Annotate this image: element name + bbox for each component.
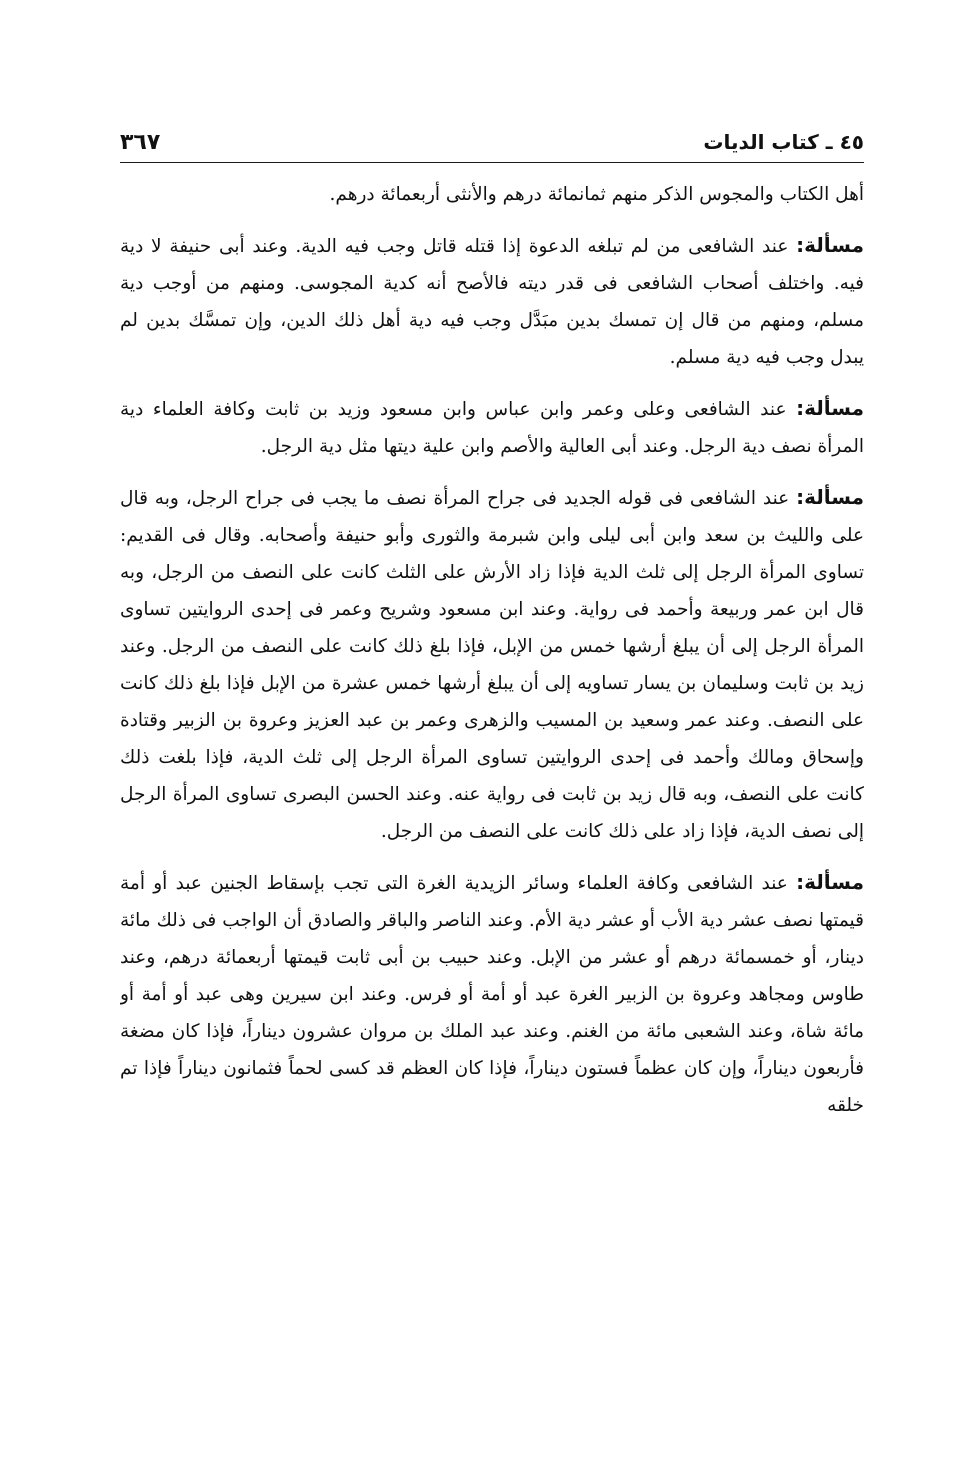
paragraph <box>120 479 864 850</box>
paragraph <box>120 227 864 376</box>
page-header <box>120 122 864 163</box>
issue-heading: مسألة: <box>796 485 864 509</box>
paragraph <box>120 390 864 465</box>
paragraph-text: أهل الكتاب والمجوس الذكر منهم ثمانمائة درهم والأنثى أربعمائة درهم. <box>329 184 864 205</box>
issue-heading: مسألة: <box>796 233 864 257</box>
paragraph-text: عند الشافعى وعلى وعمر وابن عباس وابن مسعود وزيد بن ثابت وكافة العلماء دية المرأة نصف دية الرجل. وعند أبى العالية والأصم وابن علية ديتها مثل دية الرجل. <box>120 399 864 457</box>
paragraph-text: عند الشافعى من لم تبلغه الدعوة إذا قتله قاتل وجب فيه الدية. وعند أبى حنيفة لا دية فيه. واختلف أصحاب الشافعى فى قدر ديته فالأصح أنه كدية المجوسى. ومنهم من أوجب دية مسلم، ومنهم من قال إن تمسك بدين مبَدَّل وجب فيه دية أهل ذلك الدين، وإن تمسَّك بدين لم يبدل وجب فيه دية مسلم. <box>120 236 864 368</box>
paragraph <box>120 176 864 213</box>
paragraph-text: عند الشافعى وكافة العلماء وسائر الزيدية الغرة التى تجب بإسقاط الجنين عبد أو أمة قيمتها نصف عشر دية الأب أو عشر دية الأم. وعند الناصر والباقر والصادق أن الواجب فى ذلك مائة دينار، أو خمسمائة درهم أو عشر من الإبل. وعند حبيب بن أبى ثابت قيمتها أربعمائة درهم، وعند طاوس ومجاهد وعروة بن الزبير الغرة عبد أو أمة أو فرس. وعند ابن سيرين وهى عبد أو أمة أو مائة شاة، وعند الشعبى مائة من الغنم. وعند عبد الملك بن مروان عشرون ديناراً، فإذا كان مضغة فأربعون ديناراً، وإن كان عظماً فستون ديناراً، فإذا كان العظم قد كسى لحماً فثمانون ديناراً فإذا تم خلقه <box>120 873 864 1116</box>
paragraph-text: عند الشافعى فى قوله الجديد فى جراح المرأة نصف ما يجب فى جراح الرجل، وبه قال على والليث بن سعد وابن أبى ليلى وابن شبرمة والثورى وأبو حنيفة وأصحابه. وقال فى القديم: تساوى المرأة الرجل إلى ثلث الدية فإذا زاد الأرش على الثلث كانت على النصف من الرجل، وبه قال ابن عمر وربيعة وأحمد فى رواية. وعند ابن مسعود وشريح وعمر فى إحدى الروايتين تساوى المرأة الرجل إلى أن يبلغ أرشها خمس من الإبل، فإذا بلغ ذلك كانت على النصف من الرجل. وعند زيد بن ثابت وسليمان بن يسار تساويه إلى أن يبلغ أرشها خمس عشرة من الإبل فإذا بلغ ذلك كانت على النصف. وعند عمر وسعيد بن المسيب والزهرى وعمر بن عبد العزيز وعروة بن الزبير وقتادة وإسحاق ومالك وأحمد فى إحدى الروايتين تساوى المرأة الرجل إلى ثلث الدية، فإذا بلغت ذلك كانت على النصف، وبه قال زيد بن ثابت فى رواية عنه. وعند الحسن البصرى تساوى المرأة الرجل إلى نصف الدية، فإذا زاد على ذلك كانت على النصف من الرجل. <box>120 488 864 842</box>
page-number: ٣٦٧ <box>120 129 161 155</box>
paragraph <box>120 864 864 1124</box>
chapter-title: ٤٥ ـ كتاب الديات <box>703 130 864 154</box>
issue-heading: مسألة: <box>796 396 864 420</box>
page-body <box>120 176 864 1466</box>
issue-heading: مسألة: <box>796 870 864 894</box>
